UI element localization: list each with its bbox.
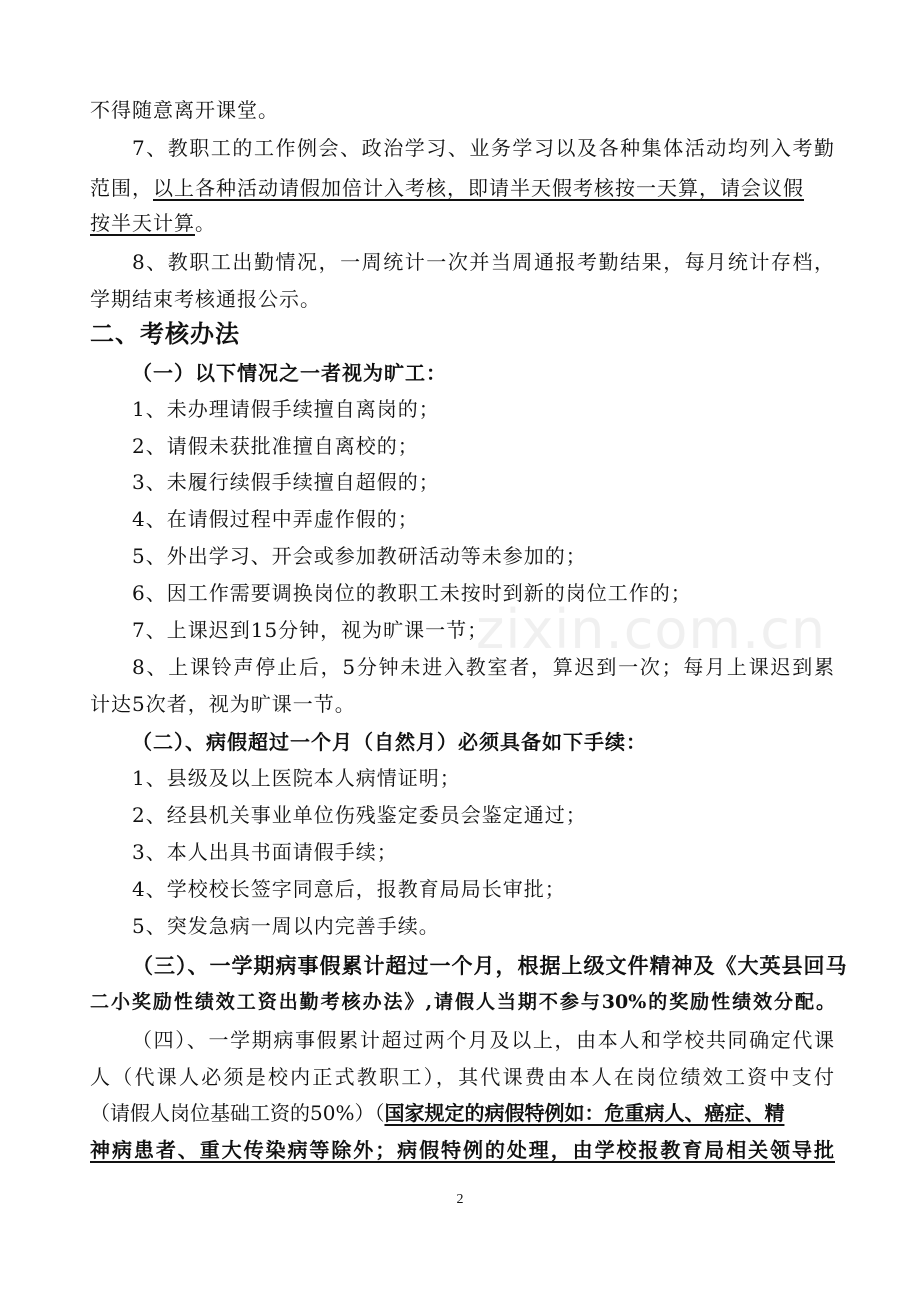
clause-four-continued: 人（代课人必须是校内正式教职工），其代课费由本人在岗位绩效工资中支付 [90,1065,835,1089]
clause-four: （四）、一学期病事假累计超过两个月及以上，由本人和学校共同确定代课 [132,1028,835,1052]
list-item: 1、未办理请假手续擅自离岗的； [132,397,440,421]
text-line [90,173,835,203]
list-item: 3、本人出具书面请假手续； [132,840,398,864]
list-item: 4、学校校长签字同意后，报教育局局长审批； [132,877,566,901]
text-line [90,208,835,238]
text-run: （请假人岗位基础工资的50%）（ [90,1101,385,1125]
list-item-continued: 计达5次者，视为旷课一节。 [90,692,356,716]
list-item: 7、上课迟到15分钟，视为旷课一节； [132,618,489,642]
underlined-bold-text: 神病患者、重大传染病等除外；病假特例的处理，由学校报教育局相关领导批 [90,1138,835,1162]
text-line: 学期结束考核通报公示。 [90,287,321,311]
page-number: 2 [456,1192,464,1207]
watermark: zixin.com.cn [476,598,827,661]
list-item: 4、在请假过程中弄虚作假的； [132,507,419,531]
list-item: 1、县级及以上医院本人病情证明； [132,766,461,790]
clause-three: （三）、一学期病事假累计超过一个月，根据上级文件精神及《大英县回马 [132,953,848,978]
clause-four-continued [90,1098,835,1128]
underlined-text: 以上各种活动请假加倍计入考核，即请半天假考核按一天算，请会议假 [153,176,804,200]
list-item: 8、上课铃声停止后，5分钟未进入教室者，算迟到一次；每月上课迟到累 [132,655,835,679]
text-line: 不得随意离开课堂。 [90,98,279,122]
list-item: 2、请假未获批准擅自离校的； [132,434,419,458]
list-item: 5、外出学习、开会或参加教研活动等未参加的； [132,544,587,568]
list-item: 5、突发急病一周以内完善手续。 [132,914,440,938]
text-line: 8、教职工出勤情况，一周统计一次并当周通报考勤结果，每月统计存档， [132,250,835,274]
section-heading: 二、考核办法 [90,320,240,348]
text-run: 范围， [90,176,153,200]
subsection-heading: （二）、病假超过一个月（自然月）必须具备如下手续： [132,730,647,754]
clause-four-continued [90,1135,835,1165]
clause-three-continued: 二小奖励性绩效工资出勤考核办法》,请假人当期不参与30%的奖励性绩效分配。 [90,991,835,1013]
list-item: 2、经县机关事业单位伤残鉴定委员会鉴定通过； [132,803,587,827]
list-item: 3、未履行续假手续擅自超假的； [132,470,440,494]
underlined-text: 按半天计算 [90,211,195,235]
underlined-bold-text: 国家规定的病假特例如：危重病人、癌症、精 [384,1101,785,1125]
text-run: 。 [195,211,216,235]
subsection-heading: （一）以下情况之一者视为旷工： [132,361,447,385]
list-item: 6、因工作需要调换岗位的教职工未按时到新的岗位工作的； [132,581,692,605]
text-line: 7、教职工的工作例会、政治学习、业务学习以及各种集体活动均列入考勤 [132,136,835,160]
